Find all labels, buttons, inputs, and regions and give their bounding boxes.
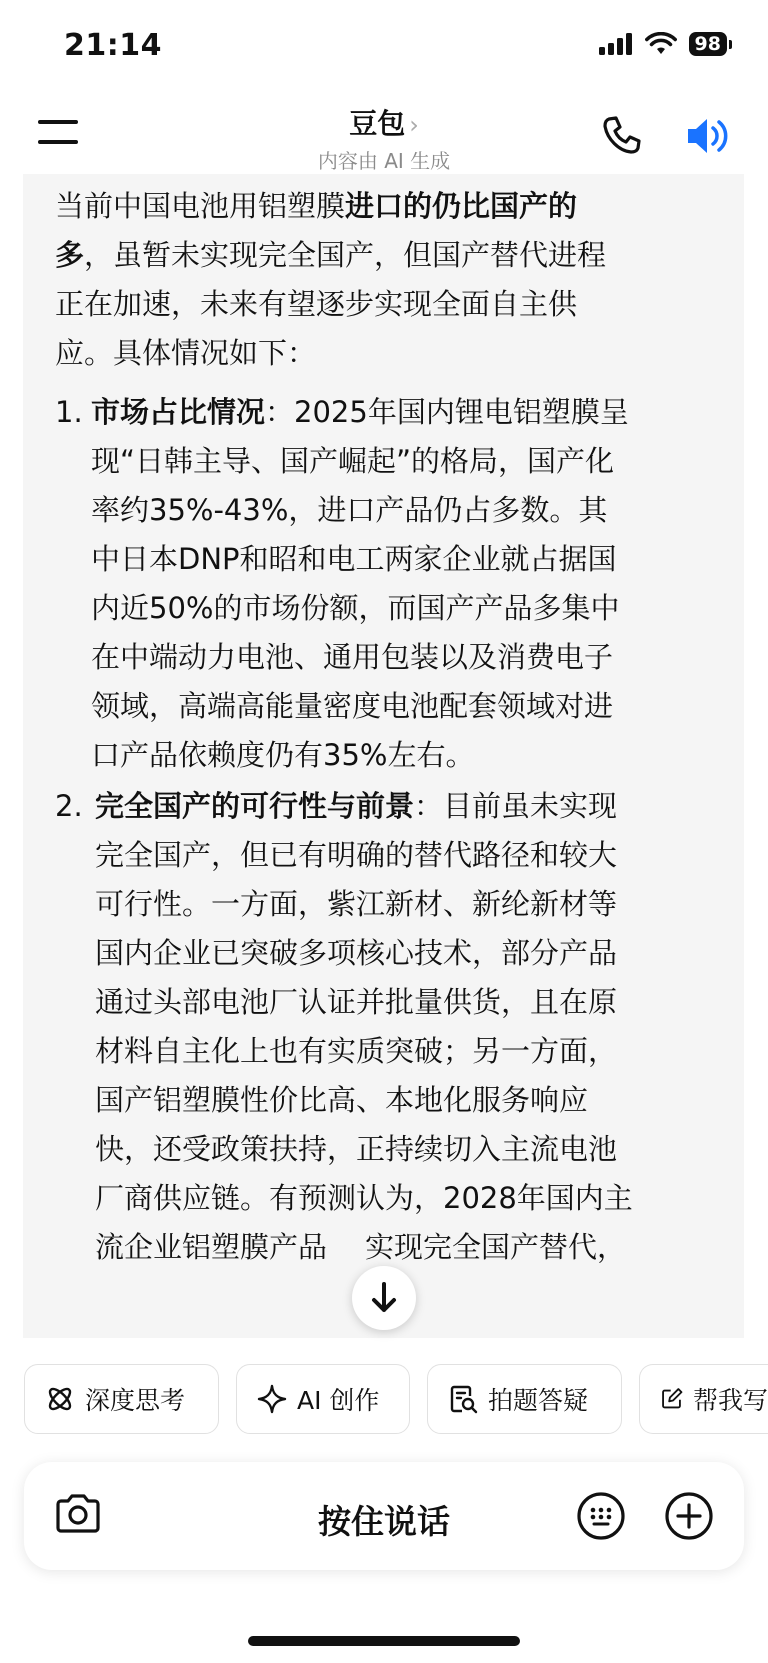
hold-to-talk-button[interactable]: 按住说话	[318, 1502, 450, 1541]
list-item-text: 市场占比情况：2025年国内锂电铝塑膜呈 现“日韩主导、国产崛起”的格局，国产化 率约35%-43%，进口产品仍占多数。其 中日本DNP和昭和电工两家企业就占据国 内近50%的市场份额，而国产产品多集中 在中端动力电池、通用包装以及消费电子 领域，高端高能量密度电池配套领域对进 口产品依赖度仍有35%左右。	[91, 395, 629, 772]
chip-label: 拍题答疑	[488, 1386, 589, 1415]
sparkle-icon	[257, 1384, 287, 1414]
ai-generated-note: 内容由 AI 生成	[317, 149, 451, 173]
battery-level: 98	[689, 32, 727, 56]
chevron-right-icon: ›	[409, 111, 419, 139]
chat-title-button[interactable]	[0, 102, 768, 142]
chip-label: 帮我写	[692, 1386, 768, 1415]
list-item-title: 完全国产的可行性与前景	[95, 789, 415, 823]
chip-deep-thinking[interactable]	[24, 1364, 219, 1434]
chip-label: AI 创作	[297, 1386, 380, 1415]
edit-icon	[660, 1384, 683, 1414]
atom-icon	[45, 1384, 75, 1414]
list-item-number: 2.	[55, 789, 83, 823]
status-icons	[599, 32, 732, 56]
scroll-to-bottom-button[interactable]	[352, 1266, 416, 1330]
list-item-text: 完全国产的可行性与前景：目前虽未实现 完全国产，但已有明确的替代路径和较大 可行性。一方面，紫江新材、新纶新材等 国内企业已突破多项核心技术，部分产品 通过头部电池厂认证并批量供货，且在原 材料自主化上也有实质突破；另一方面， 国产铝塑膜性价比高、本地化服务响应 快，还受政策扶持，正持续切入主流电池 厂商供应链。有预测认为，2028年国内主 流企业铝塑膜产品 实现完全国产替代，	[95, 789, 633, 1264]
speaker-icon[interactable]	[685, 114, 733, 158]
chat-title: 豆包	[349, 107, 406, 140]
cellular-signal-icon	[599, 33, 633, 55]
home-indicator	[248, 1636, 520, 1646]
chip-label: 深度思考	[85, 1386, 186, 1415]
phone-icon[interactable]	[600, 114, 644, 158]
battery-icon	[689, 32, 732, 56]
plus-icon[interactable]	[664, 1491, 714, 1541]
ai-message-bubble	[23, 174, 744, 1338]
wifi-icon	[645, 32, 677, 56]
message-intro: 当前中国电池用铝塑膜进口的仍比国产的 多，虽暂未实现完全国产，但国产替代进程 正在加速，未来有望逐步实现全面自主供 应。具体情况如下：	[55, 189, 607, 370]
document-search-icon	[448, 1384, 478, 1414]
list-item-title: 市场占比情况	[91, 395, 266, 429]
chip-ai-create[interactable]	[236, 1364, 410, 1434]
voice-input-bar	[24, 1462, 744, 1570]
chip-help-write[interactable]	[639, 1364, 768, 1434]
keyboard-icon[interactable]	[576, 1491, 626, 1541]
chip-photo-question[interactable]	[427, 1364, 622, 1434]
list-item-number: 1.	[55, 395, 83, 429]
status-time: 21:14	[64, 28, 162, 63]
arrow-down-icon	[369, 1281, 399, 1315]
